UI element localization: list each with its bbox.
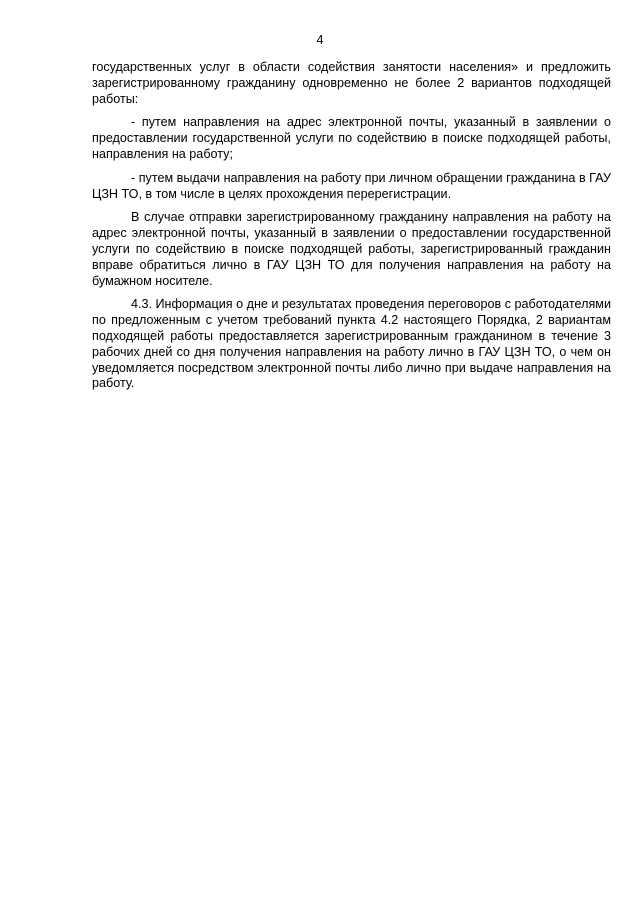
- document-body: [92, 60, 611, 400]
- paragraph-email-case: В случае отправки зарегистрированному гражданину направления на работу на адрес электронной почты, указанный в заявлении о предоставлении государственной услуги по содействию в поиске подходящей работы, зарегистрированный гражданин вправе обратиться лично в ГАУ ЦЗН ТО для получения направления на работу на бумажном носителе.: [92, 210, 611, 288]
- list-item-email: - путем направления на адрес электронной почты, указанный в заявлении о предоставлении государственной услуги по содействию в поиске подходящей работы, направления на работу;: [92, 115, 611, 161]
- paragraph-section-4-3: 4.3. Информация о дне и результатах проведения переговоров с работодателями по предложенным с учетом требований пункта 4.2 настоящего Порядка, 2 вариантам подходящей работы предоставляется зарегистрированным гражданином в течение 3 рабочих дней со дня получения направления на работу лично в ГАУ ЦЗН ТО, о чем он уведомляется посредством электронной почты либо лично при выдаче направления на работу.: [92, 297, 611, 391]
- page-number: 4: [316, 33, 324, 47]
- list-item-in-person: - путем выдачи направления на работу при личном обращении гражданина в ГАУ ЦЗН ТО, в том числе в целях прохождения перерегистрации.: [92, 170, 611, 201]
- paragraph-continuation: государственных услуг в области содействия занятости населения» и предложить зарегистрированному гражданину одновременно не более 2 вариантов подходящей работы:: [92, 60, 611, 106]
